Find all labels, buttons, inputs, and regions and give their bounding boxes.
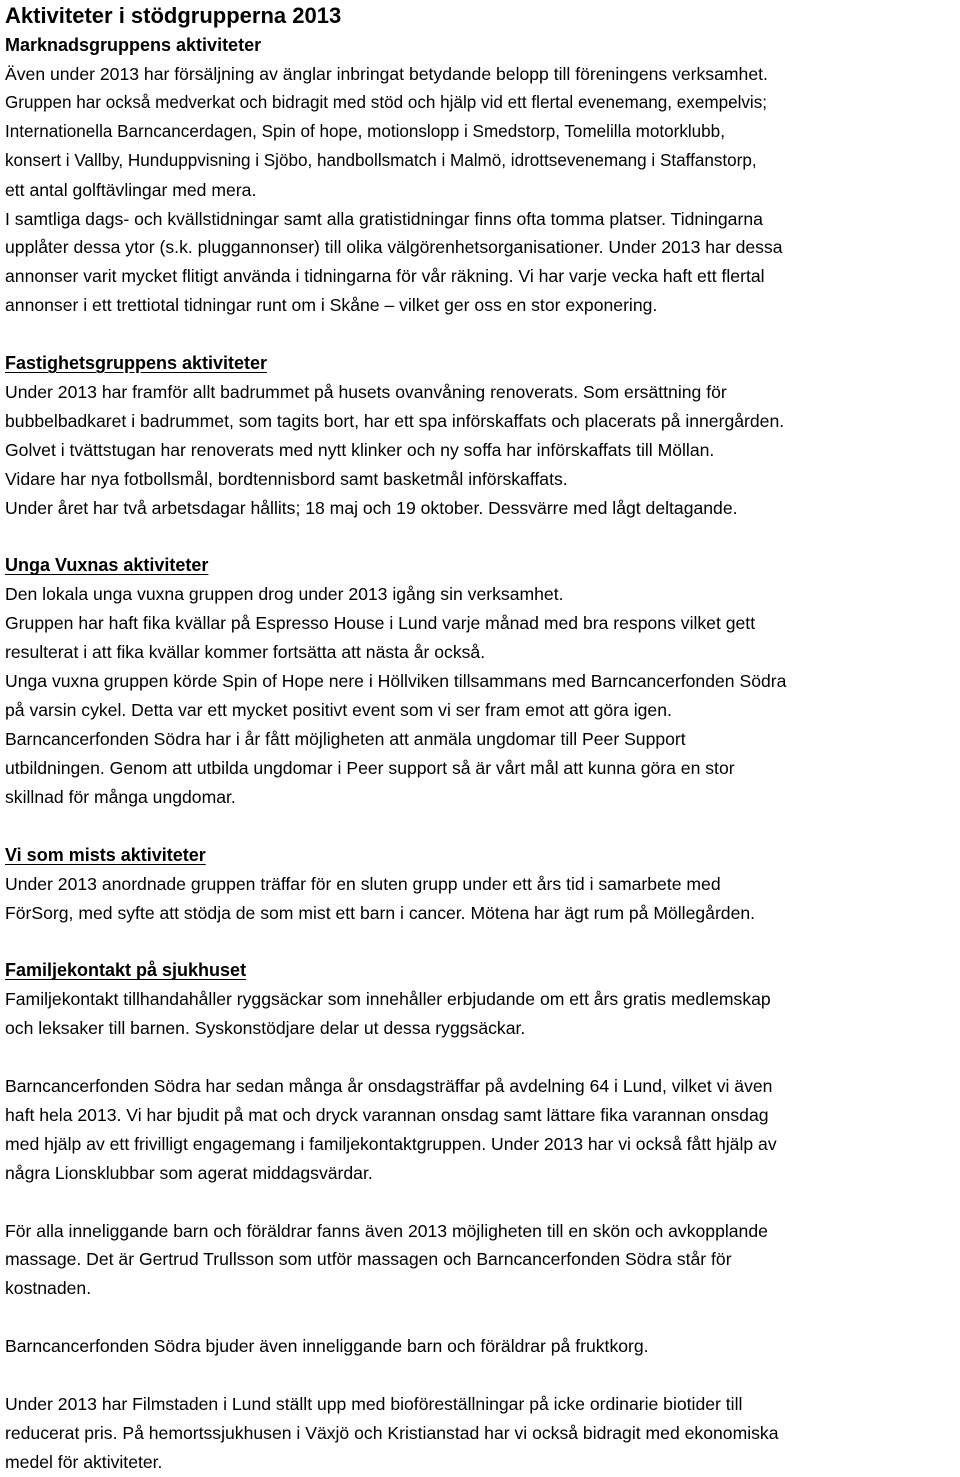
text-line: på varsin cykel. Detta var ett mycket positivt event som vi ser fram emot att göra igen. (5, 700, 672, 721)
paragraph-spacer (5, 523, 955, 552)
paragraph-spacer (5, 320, 955, 349)
text-line: haft hela 2013. Vi har bjudit på mat och dryck varannan onsdag samt lättare fika varannan onsdag (5, 1104, 769, 1125)
text-line: upplåter dessa ytor (s.k. pluggannonser) till olika välgörenhetsorganisationer. Under 2013 har dessa (5, 237, 783, 258)
paragraph-spacer (5, 927, 955, 956)
text-line: Gruppen har också medverkat och bidragit med stöd och hjälp vid ett flertal evenemang, exempelvis; (5, 92, 768, 112)
text-line: Familjekontakt tillhandahåller ryggsäckar som innehåller erbjudande om ett års gratis medlemskap (5, 989, 771, 1010)
text-line: Gruppen har haft fika kvällar på Espresso House i Lund varje månad med bra respons vilket gett (5, 613, 756, 634)
text-line: bubbelbadkaret i badrummet, som tagits bort, har ett spa införskaffats och placerats på innergården. (5, 410, 785, 431)
text-line: skillnad för många ungdomar. (5, 786, 236, 807)
text-line: Barncancerfonden Södra bjuder även inneliggande barn och föräldrar på fruktkorg. (5, 1336, 649, 1357)
section-body-familj (5, 985, 955, 1476)
text-line: medel för aktiviteter. (5, 1451, 163, 1472)
text-line: FörSorg, med syfte att stödja de som mist ett barn i cancer. Mötena har ägt rum på Möllegården. (5, 902, 756, 923)
paragraph-spacer (5, 1188, 955, 1217)
text-line: Under året har två arbetsdagar hållits; 18 maj och 19 oktober. Dessvärre med lågt deltagande. (5, 497, 738, 518)
text-line: Även under 2013 har försäljning av änglar inbringat betydande belopp till föreningens verksamhet. (5, 64, 768, 84)
text-line: Vidare har nya fotbollsmål, bordtennisbord samt basketmål införskaffats. (5, 468, 568, 489)
paragraph-spacer (5, 812, 955, 841)
section-heading-fastighet: Fastighetsgruppens aktiviteter (5, 353, 268, 374)
paragraph-spacer (5, 1303, 955, 1332)
section-body-mist (5, 870, 955, 928)
text-line: Unga vuxna gruppen körde Spin of Hope nere i Höllviken tillsammans med Barncancerfonden Södra (5, 671, 787, 692)
text-line: kostnaden. (5, 1278, 92, 1299)
section-heading-unga: Unga Vuxnas aktiviteter (5, 555, 209, 576)
text-line: Den lokala unga vuxna gruppen drog under 2013 igång sin verksamhet. (5, 584, 564, 605)
paragraph-spacer (5, 1043, 955, 1072)
text-line: utbildningen. Genom att utbilda ungdomar i Peer support så är vårt mål att kunna göra en stor (5, 757, 735, 778)
text-line: resulterat i att fika kvällar kommer fortsätta att nästa år också. (5, 642, 486, 663)
text-line: Under 2013 har framför allt badrummet på husets ovanvåning renoverats. Som ersättning för (5, 382, 727, 403)
section-body-marknad (5, 60, 955, 320)
text-line: massage. Det är Gertrud Trullsson som utför massagen och Barncancerfonden Södra står för (5, 1249, 732, 1270)
text-line: För alla inneliggande barn och föräldrar fanns även 2013 möjligheten till en skön och avkopplande (5, 1220, 768, 1241)
text-line: med hjälp av ett frivilligt engagemang i familjekontaktgruppen. Under 2013 har vi också fått hjälp av (5, 1133, 777, 1154)
text-line: Golvet i tvättstugan har renoverats med nytt klinker och ny soffa har införskaffats till Möllan. (5, 439, 715, 460)
text-line: några Lionsklubbar som agerat middagsvärdar. (5, 1162, 373, 1183)
section-body-fastighet (5, 378, 955, 523)
text-line: ett antal golftävlingar med mera. (5, 179, 257, 200)
document-page (5, 0, 955, 1477)
text-line: I samtliga dags- och kvällstidningar samt alla gratistidningar finns ofta tomma platser. Tidningarna (5, 208, 763, 229)
paragraph-spacer (5, 1361, 955, 1390)
section-heading-mist: Vi som mists aktiviteter (5, 844, 206, 865)
text-line: Internationella Barncancerdagen, Spin of hope, motionslopp i Smedstorp, Tomelilla motorklubb, (5, 121, 725, 141)
text-line: Barncancerfonden Södra har i år fått möjligheten att anmäla ungdomar till Peer Support (5, 729, 686, 749)
section-heading-marknad: Marknadsgruppens aktiviteter (5, 35, 262, 55)
section-body-unga (5, 580, 955, 811)
section-heading-familj: Familjekontakt på sjukhuset (5, 960, 247, 981)
text-line: Under 2013 anordnade gruppen träffar för en sluten grupp under ett års tid i samarbete med (5, 873, 721, 894)
text-line: reducerat pris. På hemortssjukhusen i Växjö och Kristianstad har vi också bidragit med ekonomiska (5, 1422, 779, 1443)
document-title: Aktiviteter i stödgrupperna 2013 (5, 3, 342, 28)
text-line: Under 2013 har Filmstaden i Lund ställt upp med bioföreställningar på icke ordinarie biotider till (5, 1393, 743, 1414)
text-line: och leksaker till barnen. Syskonstödjare delar ut dessa ryggsäckar. (5, 1018, 526, 1039)
text-line: Barncancerfonden Södra har sedan många år onsdagsträffar på avdelning 64 i Lund, vilket vi även (5, 1076, 773, 1097)
text-line: konsert i Vallby, Hunduppvisning i Sjöbo, handbollsmatch i Malmö, idrottsevenemang i Staffanstorp, (5, 150, 757, 170)
text-line: annonser i ett trettiotal tidningar runt om i Skåne – vilket ger oss en stor exponering. (5, 295, 658, 316)
text-line: annonser varit mycket flitigt använda i tidningarna för vår räkning. Vi har varje vecka haft ett flertal (5, 266, 765, 287)
